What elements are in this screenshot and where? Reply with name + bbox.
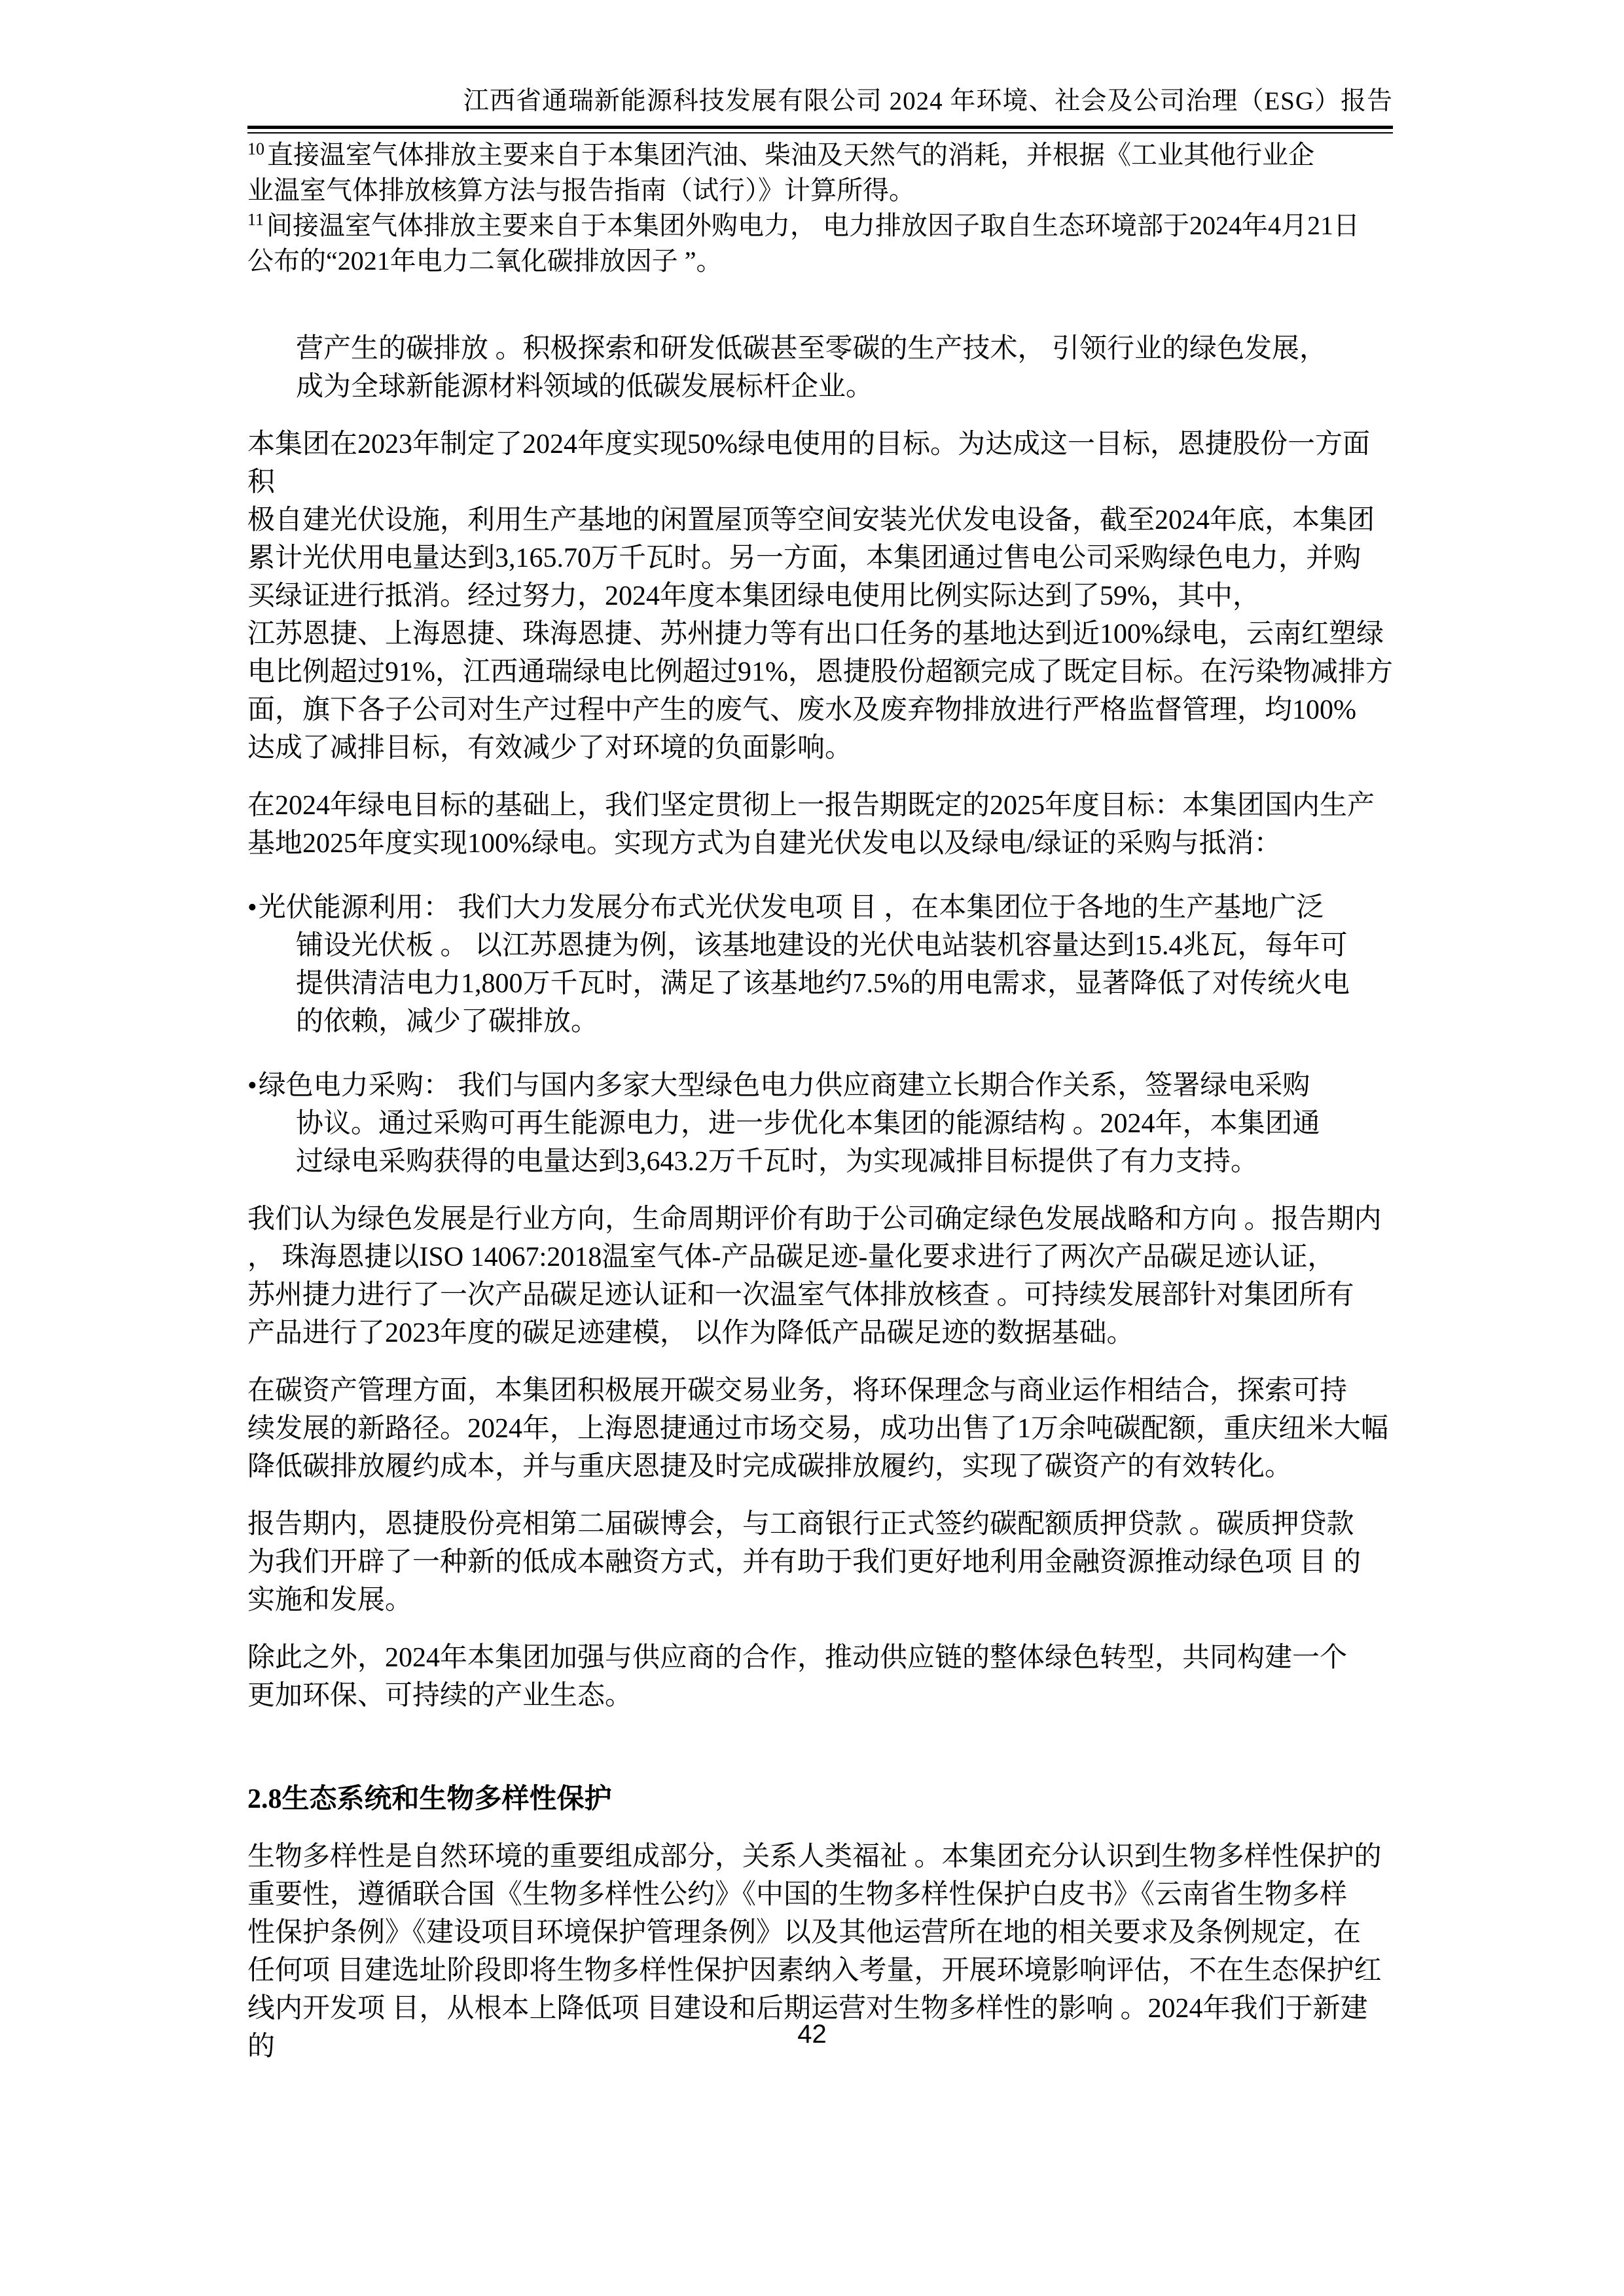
paragraph-carbon-pledge-loan [247,1505,1393,1619]
paragraph-supply-chain-line: 除此之外，2024年本集团加强与供应商的合作，推动供应链的整体绿色转型，共同构建一个 [247,1643,1348,1673]
paragraph-lifecycle-assessment-line: 苏州捷力进行了一次产品碳足迹认证和一次温室气体排放核查 。可持续发展部针对集团所有 [247,1280,1354,1310]
bullet-icon: • [247,1071,257,1101]
paragraph-carbon-pledge-loan-line: 为我们开辟了一种新的低成本融资方式，并有助于我们更好地利用金融资源推动绿色项 目 的 [247,1547,1362,1577]
bullet-solar-energy-line: 铺设光伏板 。 以江苏恩捷为例，该基地建设的光伏电站装机容量达到15.4兆瓦，每年可 [296,931,1348,961]
footnote-11-line: 公布的“2021年电力二氧化碳排放因子 ”。 [247,246,723,276]
paragraph-lifecycle-assessment [247,1200,1393,1352]
bullet-green-power-purchase-line: 协议。通过采购可再生能源电力，进一步优化本集团的能源结构 。2024年，本集团通 [296,1109,1320,1139]
paragraph-2025-target [247,787,1393,863]
paragraph-green-power-2024-line: 江苏恩捷、上海恩捷、珠海恩捷、苏州捷力等有出口任务的基地达到近100%绿电，云南红塑绿 [247,619,1384,649]
page-number: 42 [797,2020,827,2049]
text-column [247,0,1393,2066]
footnote-marker: 11 [247,209,264,229]
paragraph-green-power-2024-line: 本集团在2023年制定了2024年度实现50%绿电使用的目标。为达成这一目标，恩捷股份一方面积 [247,429,1370,497]
paragraph-supply-chain [247,1639,1393,1715]
paragraph-carbon-asset-line: 降低碳排放履约成本，并与重庆恩捷及时完成碳排放履约，实现了碳资产的有效转化。 [247,1452,1293,1482]
footnote-10-line: 业温室气体排放核算方法与报告指南（试行）》计算所得。 [247,175,915,205]
paragraph-green-power-2024 [247,425,1393,767]
paragraph-green-power-2024-line: 达成了减排目标，有效减少了对环境的负面影响。 [247,733,853,763]
footnote-11 [247,208,1393,279]
continued-paragraph [247,330,1393,406]
footnote-10-line: $^{10}$ 直接温室气体排放主要来自于本集团汽油、柴油及天然气的消耗，并根据《工业其他行业企 [247,139,1314,170]
paragraph-2025-target-line: 在2024年绿电目标的基础上，我们坚定贯彻上一报告期既定的2025年度目标：本集团国内生产 [247,791,1375,821]
paragraph-2025-target-line: 基地2025年度实现100%绿电。实现方式为自建光伏发电以及绿电/绿证的采购与抵消： [247,829,1282,859]
section-heading-2-8 [247,1780,1393,1818]
paragraph-biodiversity-line: 线内开发项 目，从根本上降低项 目建设和后期运营对生物多样性的影响 。2024年我们于新建的 [247,1994,1368,2062]
bullet-green-power-purchase-line: 过绿电采购获得的电量达到3,643.2万千瓦时，为实现减排目标提供了有力支持。 [296,1147,1259,1177]
bullet-icon: • [247,893,257,923]
bullet-green-power-purchase [247,1067,1393,1181]
footnote-marker: 10 [247,139,264,158]
continued-paragraph-line: 营产生的碳排放 。积极探索和研发低碳甚至零碳的生产技术， 引领行业的绿色发展， [296,334,1327,364]
paragraph-green-power-2024-line: 电比例超过91%，江西通瑞绿电比例超过91%，恩捷股份超额完成了既定目标。在污染物减排方 [247,657,1393,687]
paragraph-green-power-2024-line: 面，旗下各子公司对生产过程中产生的废气、废水及废弃物排放进行严格监督管理，均100% [247,695,1356,725]
paragraph-carbon-asset-line: 续发展的新路径。2024年，上海恩捷通过市场交易，成功出售了1万余吨碳配额，重庆纽米大幅 [247,1414,1389,1444]
paragraph-biodiversity-line: 重要性，遵循联合国《生物多样性公约》《中国的生物多样性保护白皮书》《云南省生物多样 [247,1880,1348,1910]
page-header-title: 江西省通瑞新能源科技发展有限公司 2024 年环境、社会及公司治理（ESG）报告 [463,87,1393,115]
bullet-solar-energy-line: 提供清洁电力1,800万千瓦时，满足了该基地约7.5%的用电需求，显著降低了对传统火电 [296,969,1350,999]
section-heading-2-8-line: 2.8生态系统和生物多样性保护 [247,1784,612,1814]
page-body [247,134,1393,2066]
paragraph-carbon-asset [247,1372,1393,1486]
bullet-solar-energy [247,889,1393,1041]
paragraph-green-power-2024-line: 买绿证进行抵消。经过努力，2024年度本集团绿电使用比例实际达到了59%，其中， [247,581,1260,611]
paragraph-biodiversity-line: 性保护条例》《建设项目环境保护管理条例》以及其他运营所在地的相关要求及条例规定，在 [247,1918,1362,1948]
paragraph-biodiversity-line: 任何项 目建选址阶段即将生物多样性保护因素纳入考量，开展环境影响评估，不在生态保护红 [247,1956,1382,1986]
paragraph-biodiversity-line: 生物多样性是自然环境的重要组成部分，关系人类福祉 。本集团充分认识到生物多样性保护的 [247,1842,1382,1872]
paragraph-carbon-pledge-loan-line: 实施和发展。 [247,1585,413,1615]
footnote-11-line: $^{11}$ 间接温室气体排放主要来自于本集团外购电力， 电力排放因子取自生态环境部于2024年4月21日 [247,209,1360,240]
continued-paragraph-line: 成为全球新能源材料领域的低碳发展标杆企业。 [296,372,874,402]
paragraph-lifecycle-assessment-line: 我们认为绿色发展是行业方向，生命周期评价有助于公司确定绿色发展战略和方向 。报告期内 [247,1204,1382,1234]
footnote-10 [247,137,1393,208]
paragraph-carbon-pledge-loan-line: 报告期内，恩捷股份亮相第二届碳博会，与工商银行正式签约碳配额质押贷款 。碳质押贷款 [247,1509,1354,1539]
header-rule [247,126,1393,134]
bullet-solar-energy-line: 的依赖，减少了碳排放。 [296,1007,599,1037]
bullet-green-power-purchase-line: •绿色电力采购： 我们与国内多家大型绿色电力供应商建立长期合作关系，签署绿电采购 [247,1071,1310,1101]
paragraph-supply-chain-line: 更加环保、可持续的产业生态。 [247,1681,633,1711]
paragraph-green-power-2024-line: 极自建光伏设施，利用生产基地的闲置屋顶等空间安装光伏发电设备，截至2024年底，本集团 [247,505,1375,535]
bullet-solar-energy-line: •光伏能源利用： 我们大力发展分布式光伏发电项 目 ，在本集团位于各地的生产基地广泛 [247,893,1324,923]
paragraph-lifecycle-assessment-line: ， 珠海恩捷以ISO 14067:2018温室气体-产品碳足迹-量化要求进行了两次产品碳足迹认证， [247,1242,1335,1272]
paragraph-lifecycle-assessment-line: 产品进行了2023年度的碳足迹建模， 以作为降低产品碳足迹的数据基础。 [247,1318,1134,1348]
paragraph-green-power-2024-line: 累计光伏用电量达到3,165.70万千瓦时。另一方面，本集团通过售电公司采购绿色电力，并购 [247,543,1362,573]
paragraph-carbon-asset-line: 在碳资产管理方面，本集团积极展开碳交易业务，将环保理念与商业运作相结合，探索可持 [247,1376,1348,1406]
